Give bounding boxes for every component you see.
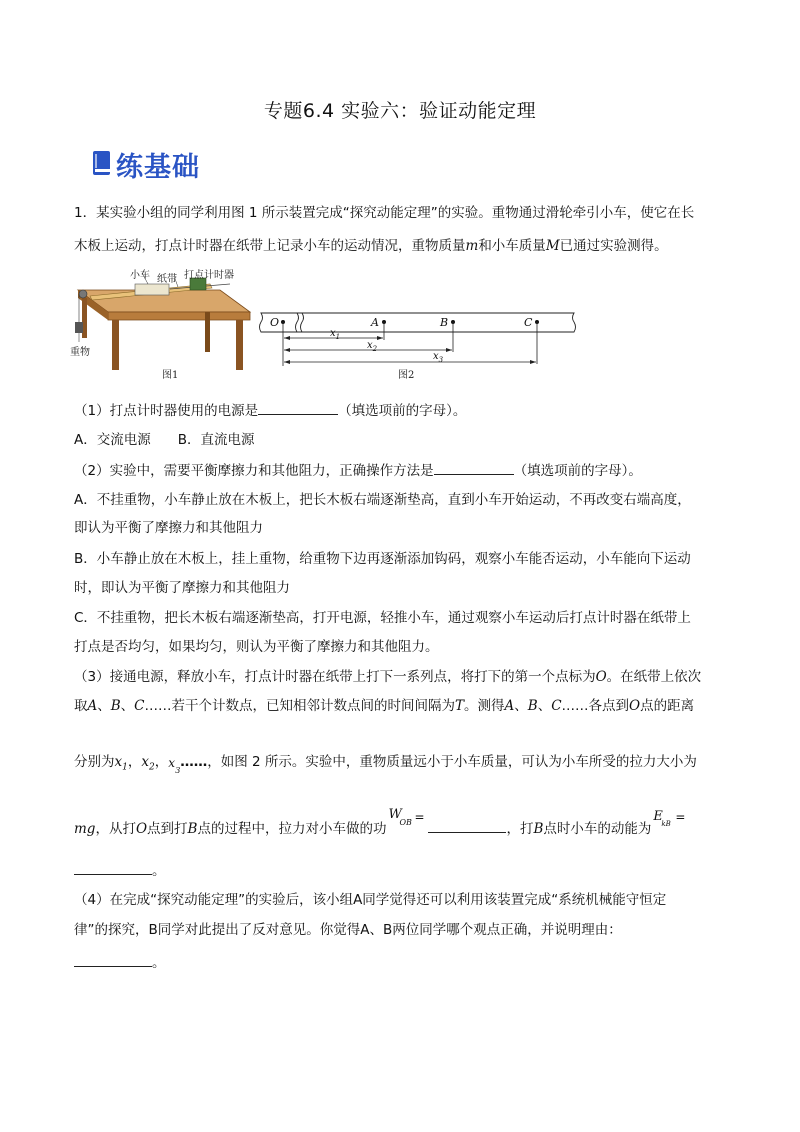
part2-option-B-line1: B．小车静止放在木板上，挂上重物，给重物下边再逐渐添加钩码，观察小车能否运动，小车能向下运动 [74, 551, 691, 567]
answer-blank-3[interactable] [428, 818, 506, 833]
figure-2-tape [258, 300, 580, 370]
part2-question: （2）实验中，需要平衡摩擦力和其他阻力，正确操作方法是 （填选项前的字母）。 [74, 460, 642, 481]
answer-blank-4[interactable] [74, 860, 152, 875]
x3-label: $x_3$ [433, 351, 444, 364]
answer-blank-5[interactable] [74, 952, 152, 967]
part2-option-A-line2: 即认为平衡了摩擦力和其他阻力 [74, 520, 263, 536]
question-intro-line1: 1．某实验小组的同学利用图 1 所示装置完成“探究动能定理”的实验。重物通过滑轮牵引小车，使它在长 [74, 205, 695, 221]
figure-2-caption: 图2 [398, 370, 415, 381]
part4-line2: 律”的探究，B同学对此提出了反对意见。你觉得A、B两位同学哪个观点正确，并说明理由： [74, 922, 622, 938]
x2-label: $x_2$ [367, 340, 378, 353]
part4-line3: 。 [74, 952, 166, 973]
part4-line1: （4）在完成“探究动能定理”的实验后，该小组A同学觉得还可以利用该装置完成“系统机械能守恒定 [74, 892, 667, 908]
part3-line1: （3）接通电源，释放小车，打点计时器在纸带上打下一系列点，将打下的第一个点标为O。在纸带上依次 [74, 669, 702, 685]
part1-question: （1）打点计时器使用的电源是 （填选项前的字母）。 [74, 400, 466, 421]
x1-label: $x_1$ [330, 328, 341, 341]
label-weight: 重物 [70, 347, 90, 358]
point-O-label: O [270, 316, 280, 329]
part2-option-C-line1: C．不挂重物，把长木板右端逐渐垫高，打开电源，轻推小车，通过观察小车运动后打点计时器在纸带上 [74, 610, 691, 626]
figure-1-caption: 图1 [162, 370, 179, 381]
part3-line2: 取A、B、C……若干个计数点，已知相邻计数点间的时间间隔为T。测得A、B、C……各点到O点的距离 [74, 698, 695, 714]
part2-option-C-line2: 打点是否均匀，如果均匀，则认为平衡了摩擦力和其他阻力。 [74, 639, 439, 655]
answer-blank-1[interactable] [258, 400, 338, 415]
part3-line4: mg，从打O点到打B点的过程中，拉力对小车做的功 W OB = ，打B点时小车的动能为 E kB = [74, 818, 689, 839]
part3-line5: 。 [74, 860, 166, 881]
kinetic-energy-formula: E kB = [653, 809, 686, 828]
label-car: 小车 [130, 270, 150, 281]
work-formula: W OB = [388, 807, 425, 827]
part3-line3: 分别为$x_1$，$x_2$， x 3 ……，如图 2 所示。实验中，重物质量远小于小车质量，可认为小车所受的拉力大小为 [74, 754, 697, 775]
point-B-label: B [440, 316, 449, 329]
label-tape: 纸带 [157, 274, 177, 285]
book-icon [92, 150, 112, 178]
part1-options: A．交流电源 B．直流电源 [74, 432, 255, 448]
question-intro-line2: 木板上运动，打点计时器在纸带上记录小车的运动情况，重物质量m和小车质量M已通过实验测得。 [74, 238, 668, 254]
answer-blank-2[interactable] [434, 460, 514, 475]
part2-option-B-line2: 时，即认为平衡了摩擦力和其他阻力 [74, 580, 290, 596]
label-timer: 打点计时器 [184, 270, 234, 281]
point-C-label: C [524, 316, 533, 329]
part2-option-A-line1: A．不挂重物，小车静止放在木板上，把长木板右端逐渐垫高，直到小车开始运动，不再改变右端高度， [74, 492, 691, 508]
section-header: 练基础 [116, 152, 200, 183]
page-title: 专题6.4 实验六：验证动能定理 [263, 100, 537, 122]
point-A-label: A [371, 316, 379, 329]
